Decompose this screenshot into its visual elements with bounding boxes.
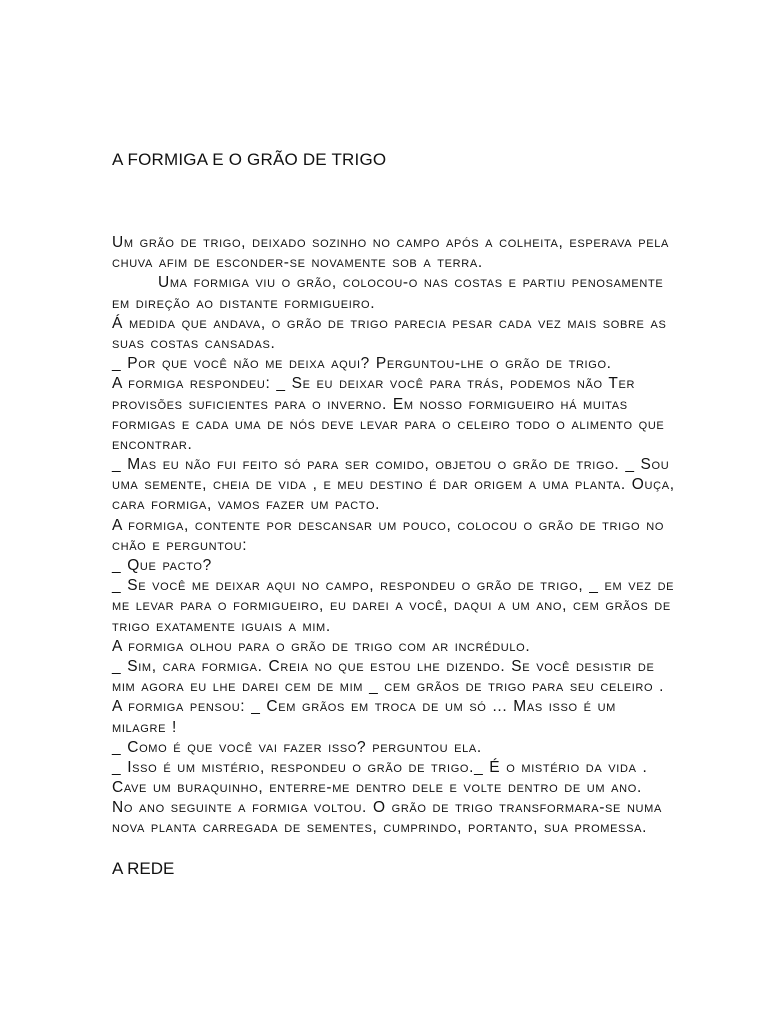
story-line: Á medida que andava, o grão de trigo parecia pesar cada vez mais sobre as xyxy=(112,314,667,332)
story-line: _ Que pacto? xyxy=(112,557,212,574)
story-line: _ Por que você não me deixa aqui? Perguntou-lhe o grão de trigo. xyxy=(112,355,612,373)
story-line: _ Sim, cara formiga. Creia no que estou lhe dizendo. Se você desistir de xyxy=(112,657,655,675)
story-line: encontrar. xyxy=(112,435,193,453)
story-line: em direção ao distante formigueiro. xyxy=(112,294,376,312)
section-heading: A REDE xyxy=(112,859,175,878)
story-line: trigo exatamente iguais a mim. xyxy=(112,617,331,635)
story-line: _ Isso é um mistério, respondeu o grão de trigo._ É o mistério da vida . xyxy=(112,758,648,776)
story-line: suas costas cansadas. xyxy=(112,334,276,352)
story-line: Uma formiga viu o grão, colocou-o nas costas e partiu penosamente xyxy=(158,274,664,292)
story-line: Cave um buraquinho, enterre-me dentro dele e volte dentro de um ano. xyxy=(112,779,642,797)
story-line: A formiga pensou: _ Cem grãos em troca de um só ... Mas isso é um xyxy=(112,698,616,716)
story-line: No ano seguinte a formiga voltou. O grão de trigo transformara-se numa xyxy=(112,799,662,817)
story-line: _ Se você me deixar aqui no campo, respondeu o grão de trigo, _ em vez de xyxy=(112,577,675,595)
story-line: _ Como é que você vai fazer isso? perguntou ela. xyxy=(112,738,482,756)
story-title: A FORMIGA E O GRÃO DE TRIGO xyxy=(112,150,387,169)
story-line: me levar para o formigueiro, eu darei a você, daqui a um ano, cem grãos de xyxy=(112,597,671,615)
story-line: chão e perguntou: xyxy=(112,536,248,554)
story-line: cara formiga, vamos fazer um pacto. xyxy=(112,496,381,514)
story-line: provisões suficientes para o inverno. Em nosso formigueiro há muitas xyxy=(112,395,628,413)
story-line: chuva afim de esconder-se novamente sob a terra. xyxy=(112,254,483,272)
story-line: Um grão de trigo, deixado sozinho no campo após a colheita, esperava pela xyxy=(112,234,669,251)
story-line: A formiga, contente por descansar um pouco, colocou o grão de trigo no xyxy=(112,516,665,534)
story-line: A formiga respondeu: _ Se eu deixar você para trás, podemos não Ter xyxy=(112,375,636,393)
story-line: A formiga olhou para o grão de trigo com ar incrédulo. xyxy=(112,637,531,655)
story-line: formigas e cada uma de nós deve levar para o celeiro todo o alimento que xyxy=(112,415,665,433)
story-line: mim agora eu lhe darei cem de mim _ cem grãos de trigo para seu celeiro . xyxy=(112,678,665,696)
story-line: _ Mas eu não fui feito só para ser comido, objetou o grão de trigo. _ Sou xyxy=(112,456,670,474)
story-body xyxy=(112,233,675,839)
story-line: uma semente, cheia de vida , e meu destino é dar origem a uma planta. Ouça, xyxy=(112,476,675,494)
story-line: milagre ! xyxy=(112,718,177,736)
story-line: nova planta carregada de sementes, cumprindo, portanto, sua promessa. xyxy=(112,819,648,837)
